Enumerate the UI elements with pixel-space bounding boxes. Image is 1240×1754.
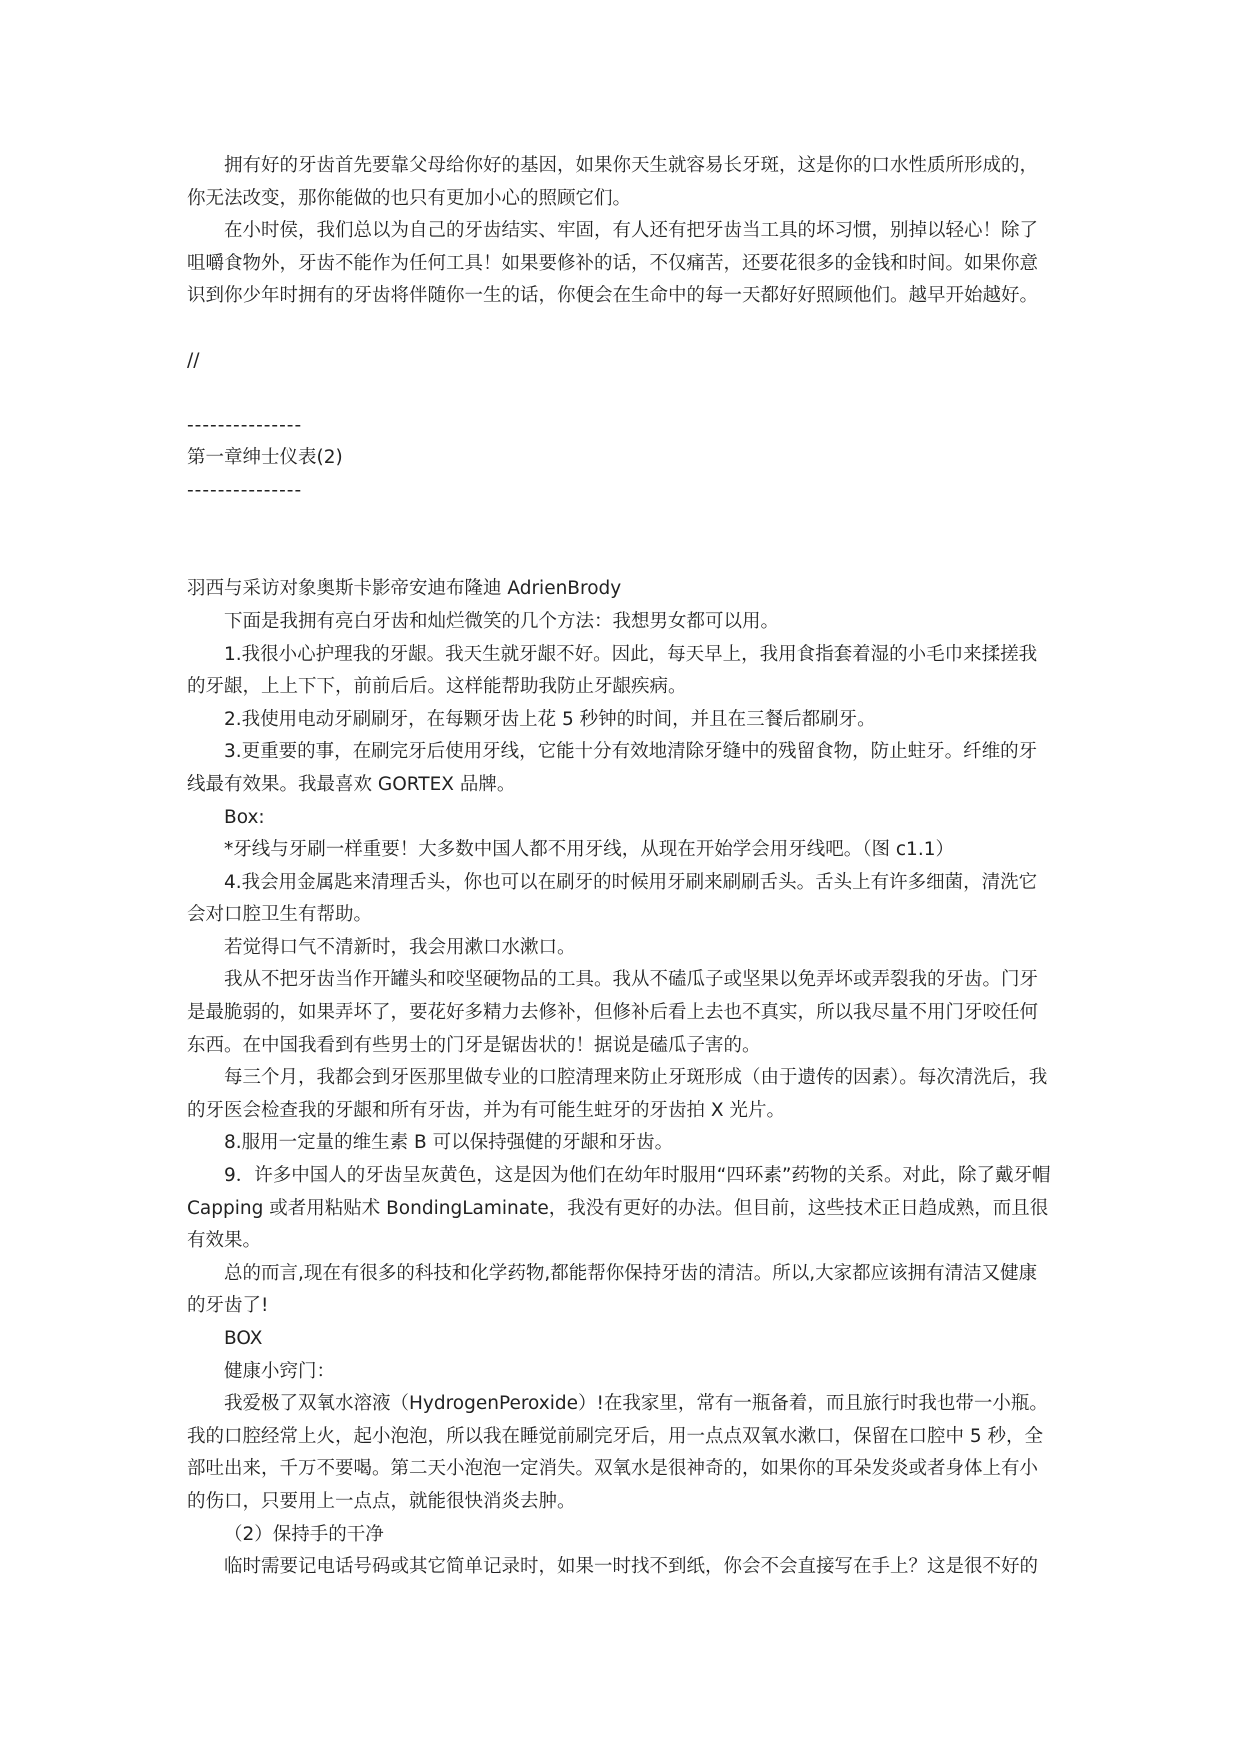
body-paragraph: *牙线与牙刷一样重要！大多数中国人都不用牙线，从现在开始学会用牙线吧。（图 c1.1）: [224, 839, 954, 861]
intro-paragraph-2: 在小时侯，我们总以为自己的牙齿结实、牢固，有人还有把牙齿当工具的坏习惯，别掉以轻心！除了咀嚼食物外，牙齿不能作为任何工具！如果要修补的话，不仅痛苦，还要花很多的金钱和时间。如果你意识到你少年时拥有的牙齿将伴随你一生的话，你便会在生命中的每一天都好好照顾他们。越早开始越好。: [187, 220, 1039, 307]
separator-top: ---------------: [187, 414, 303, 436]
chapter-title: 第一章绅士仪表(2): [187, 447, 343, 469]
body-paragraph: 总的而言,现在有很多的科技和化学药物,都能帮你保持牙齿的清洁。所以,大家都应该拥有清洁又健康的牙齿了!: [187, 1262, 1038, 1317]
body-paragraph: 4.我会用金属匙来清理舌头，你也可以在刷牙的时候用牙刷来刷刷舌头。舌头上有许多细菌，清洗它会对口腔卫生有帮助。: [187, 871, 1038, 926]
body-paragraph: 我爱极了双氧水溶液（HydrogenPeroxide）!在我家里，常有一瓶备着，而且旅行时我也带一小瓶。我的口腔经常上火，起小泡泡，所以我在睡觉前刷完牙后，用一点点双氧水漱口，保留在口腔中 5 秒，全部吐出来，千万不要喝。第二天小泡泡一定消失。双氧水是很神奇的，如果你的耳朵发炎或者身体上有小的伤口，只要用上一点点，就能很快消炎去肿。: [187, 1393, 1048, 1512]
body-paragraph: 每三个月，我都会到牙医那里做专业的口腔清理来防止牙斑形成（由于遗传的因素）。每次清洗后，我的牙医会检查我的牙龈和所有牙齿，并为有可能生蛀牙的牙齿拍 X 光片。: [187, 1067, 1048, 1121]
tips-heading: 健康小窍门：: [224, 1360, 336, 1382]
photo-caption: 羽西与采访对象奥斯卡影帝安迪布隆迪 AdrienBrody: [187, 578, 622, 600]
separator-bottom: ---------------: [187, 479, 303, 501]
body-paragraph: 临时需要记电话号码或其它简单记录时，如果一时找不到纸，你会不会直接写在手上？这是很不好的: [224, 1556, 1039, 1578]
intro-paragraph-1: 拥有好的牙齿首先要靠父母给你好的基因，如果你天生就容易长牙斑，这是你的口水性质所形成的，你无法改变，那你能做的也只有更加小心的照顾它们。: [187, 155, 1039, 209]
body-paragraph: 1.我很小心护理我的牙龈。我天生就牙龈不好。因此，每天早上，我用食指套着湿的小毛巾来揉搓我的牙龈，上上下下，前前后后。这样能帮助我防止牙龈疾病。: [187, 643, 1038, 698]
body-paragraph: 下面是我拥有亮白牙齿和灿烂微笑的几个方法：我想男女都可以用。: [224, 610, 780, 632]
document-page: [187, 150, 1053, 1584]
box-label: BOX: [224, 1328, 263, 1349]
body-paragraph: 3.更重要的事，在刷完牙后使用牙线，它能十分有效地清除牙缝中的残留食物，防止蛀牙。纤维的牙线最有效果。我最喜欢 GORTEX 品牌。: [187, 741, 1038, 795]
body-paragraph: 我从不把牙齿当作开罐头和咬坚硬物品的工具。我从不磕瓜子或坚果以免弄坏或弄裂我的牙齿。门牙是最脆弱的，如果弄坏了，要花好多精力去修补，但修补后看上去也不真实，所以我尽量不用门牙咬任何东西。在中国我看到有些男士的门牙是锯齿状的！据说是磕瓜子害的。: [187, 969, 1039, 1056]
section-heading: （2）保持手的干净: [224, 1523, 384, 1545]
body-paragraph: 2.我使用电动牙刷刷牙，在每颗牙齿上花 5 秒钟的时间，并且在三餐后都刷牙。: [224, 708, 876, 730]
body-paragraph: 8.服用一定量的维生素 B 可以保持强健的牙龈和牙齿。: [224, 1132, 674, 1154]
box-label: Box:: [224, 806, 265, 828]
slash-marker: //: [187, 349, 200, 371]
body-paragraph: 9．许多中国人的牙齿呈灰黄色，这是因为他们在幼年时服用“四环素”药物的关系。对此，除了戴牙帽 Capping 或者用粘贴术 BondingLaminate，我没有更好的办法。但目前，这些技术正日趋成熟，而且很有效果。: [187, 1165, 1051, 1252]
body-paragraph: 若觉得口气不清新时，我会用漱口水漱口。: [224, 936, 576, 958]
